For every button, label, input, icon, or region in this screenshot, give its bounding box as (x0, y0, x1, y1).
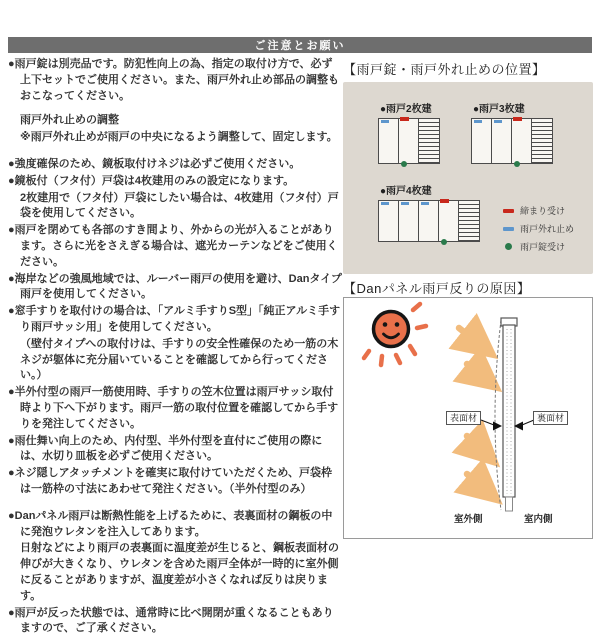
note-item: 雨戸外れ止めの調整 (20, 114, 119, 127)
note-item: ※雨戸外れ止めが雨戸の中央になるよう調整して、固定します。 (20, 131, 338, 144)
sun-icon (364, 304, 426, 365)
warp-diagram-panel (343, 297, 593, 539)
note-item: ●雨仕舞い向上のため、内付型、半外付型を直付にご使用の際には、水切り皿板を必ずご使用ください。 (8, 434, 323, 463)
note-item: ●雨戸を閉めても各部のすき間より、外からの光が入ることがあります。さらに光をさえぎる場合は、遮光カーテンなどをご使用ください。 (8, 224, 338, 268)
lock-mark (514, 161, 520, 167)
stopper-mark (494, 120, 502, 123)
shutter-box-hatch (458, 200, 480, 242)
note-item: 2枚建用で（フタ付）戸袋にしたい場合は、4枚建用（フタ付）戸袋を使用してください。 (20, 191, 339, 220)
sunlight-arrow (467, 364, 487, 380)
note-item: ●強度確保のため、鏡板取付けネジは必ずご使用ください。 (8, 157, 301, 170)
note-item: 日射などにより雨戸の表裏面に温度差が生じると、鋼板表面材の伸びが大きくなり、ウレタンを含めた雨戸全体が一時的に室外側に反ることがありますが、温度差が小さくなれば反りは戻ります。 (20, 542, 339, 602)
shutter-row (378, 118, 440, 164)
legend-label: 締まり受け (520, 206, 566, 216)
sunlight-arrow (467, 474, 488, 492)
shutter-cell (378, 200, 399, 242)
latch-mark (440, 199, 449, 203)
note-item: ●Danパネル雨戸は断熱性能を上げるために、表裏面材の鋼板の中に発泡ウレタンを注入してあります。 (8, 509, 333, 538)
note-item: ●半外付型の雨戸一筋使用時、手すりの笠木位置は雨戸サッシ取付時より下へ下がります。雨戸一筋の取付位置を確認してから手すりを発注してください。 (8, 386, 339, 430)
shutter-cell (378, 118, 399, 164)
note-item: ●雨戸錠は別売品です。防犯性向上の為、指定の取付け方で、必ず上下セットでご使用ください。また、雨戸外れ止め部品の調整もおこなってください。 (8, 58, 339, 102)
note-item: ●海岸などの強風地域では、ルーバー雨戸の使用を避け、Danタイプ雨戸を使用してください。 (8, 272, 342, 301)
shutter-cell (471, 118, 492, 164)
note-item: ●ネジ隠しアタッチメントを確実に取付けていただくため、戸袋枠は一筋枠の寸法にあわせて発注ください。（半外付型のみ） (8, 467, 332, 495)
latch-receiver-swatch (503, 209, 514, 213)
lock-mark (441, 239, 447, 245)
legend (503, 204, 574, 258)
diagram-label: ●雨戸2枚建 (380, 104, 432, 115)
notes-column (8, 57, 342, 638)
stopper-mark (381, 202, 389, 205)
note-item: ●雨戸が反った状態では、通常時に比べ開閉が重くなることもありますので、ご了承ください。 (8, 606, 334, 635)
latch-mark (400, 117, 409, 121)
note-item: ●鏡板付（フタ付）戸袋は4枚建用のみの設定になります。 (8, 174, 295, 187)
diagram-label: ●雨戸4枚建 (380, 186, 432, 197)
shutter-cross-section (495, 318, 517, 511)
sunlight-arrow (459, 328, 483, 347)
outdoor-side-label: 室外側 (454, 514, 483, 525)
shutter-box-hatch (418, 118, 440, 164)
shutter-diagram-panel (343, 82, 593, 274)
shutter-box-hatch (531, 118, 553, 164)
legend-item (503, 204, 574, 217)
sunlight-arrow (467, 436, 486, 454)
legend-label: 雨戸外れ止め (520, 224, 575, 234)
warp-curve (495, 320, 501, 510)
latch-mark (513, 117, 522, 121)
diagram-label: ●雨戸3枚建 (473, 104, 525, 115)
shutter-diagram-3panel (471, 100, 553, 164)
shutter-diagram-4panel (378, 182, 480, 242)
note-item: ●窓手すりを取付けの場合は、「アルミ手すりS型」「純正アルミ手すり雨戸サッシ用」を使用してください。 (8, 305, 341, 333)
shutter-cell (398, 118, 419, 164)
stopper-mark (474, 120, 482, 123)
back-material-label: 裏面材 (533, 411, 568, 425)
shutter-row (471, 118, 553, 164)
lock-receiver-swatch (505, 243, 512, 250)
stopper-mark (421, 202, 429, 205)
shutter-diagram-2panel (378, 100, 440, 164)
shutter-row (378, 200, 480, 242)
note-item: （壁付タイプへの取付けは、手すりの安全性確保のため一筋の木ネジが躯体に充分届いていることを確認してから行ってください。） (20, 337, 339, 382)
shutter-cell (511, 118, 532, 164)
header-bar (8, 37, 592, 53)
stopper-mark (401, 202, 409, 205)
legend-label: 雨戸錠受け (520, 242, 566, 252)
shutter-section-title: 【雨戸錠・雨戸外れ止めの位置】 (343, 62, 546, 77)
shutter-cell (418, 200, 439, 242)
front-material-label: 表面材 (446, 411, 481, 425)
shutter-cell (398, 200, 419, 242)
shutter-cell (438, 200, 459, 242)
legend-item (503, 240, 574, 253)
legend-item (503, 222, 574, 235)
stopper-mark (381, 120, 389, 123)
indoor-side-label: 室内側 (524, 514, 553, 525)
shutter-stopper-swatch (503, 227, 514, 231)
page-title: ご注意とお願い (254, 40, 346, 52)
warp-section-title: 【Danパネル雨戸反りの原因】 (343, 281, 531, 296)
lock-mark (401, 161, 407, 167)
shutter-cell (491, 118, 512, 164)
